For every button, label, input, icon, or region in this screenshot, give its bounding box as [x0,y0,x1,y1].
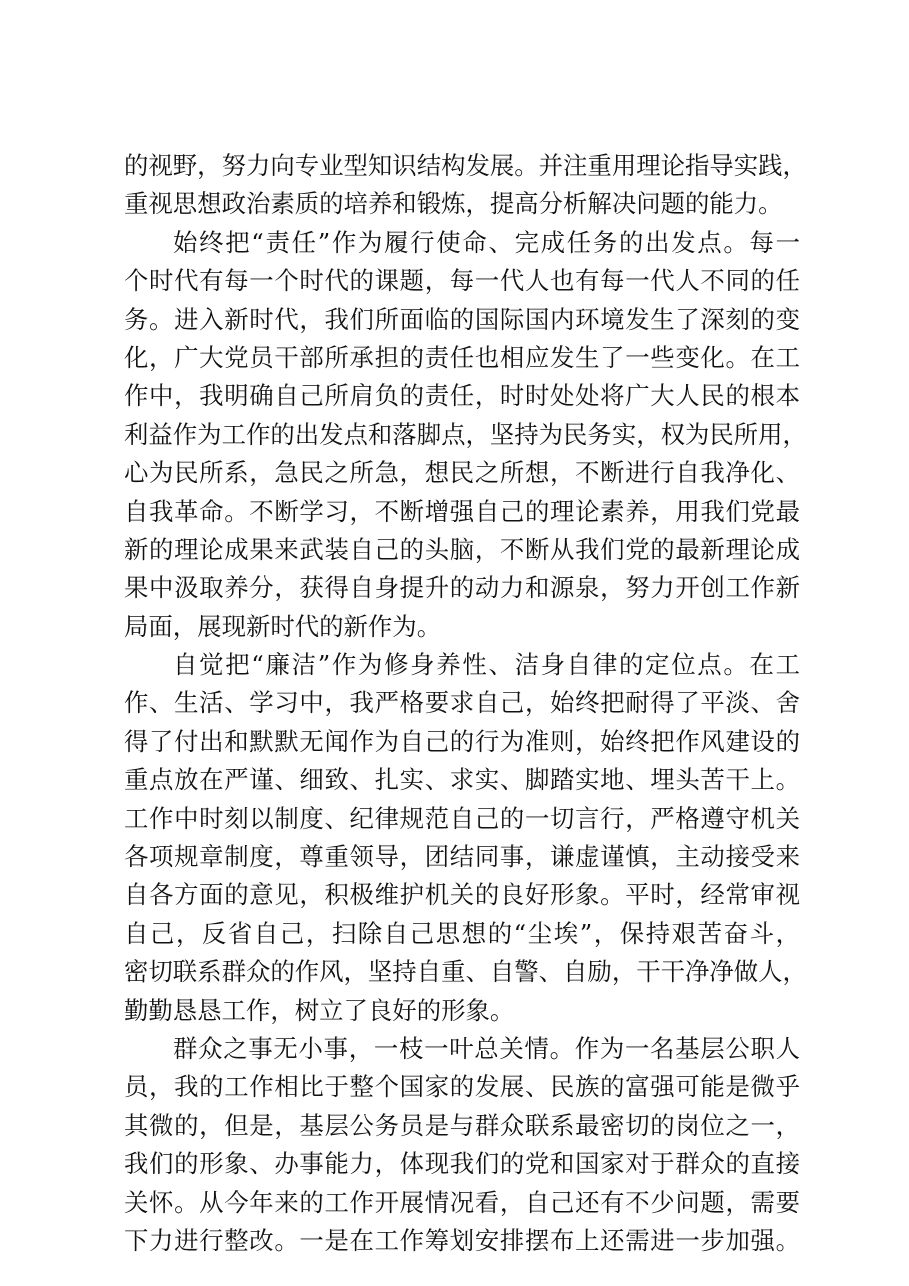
text-line: 重视思想政治素质的培养和锻炼，提高分析解决问题的能力。 [124,189,783,219]
text-line: 果中汲取养分，获得自身提升的动力和源泉，努力开创工作新 [124,573,800,603]
paragraph-first-line: 群众之事无小事，一枝一叶总关情。作为一名基层公职人 [173,1033,800,1063]
text-line: 其微的，但是，基层公务员是与群众联系最密切的岗位之一， [124,1110,800,1140]
text-line: 自各方面的意见，积极维护机关的良好形象。平时，经常审视 [124,880,800,910]
text-line: 员，我的工作相比于整个国家的发展、民族的富强可能是微乎 [124,1072,800,1102]
text-line: 个时代有每一个时代的课题，每一代人也有每一代人不同的任 [124,266,800,296]
text-line: 各项规章制度，尊重领导，团结同事，谦虚谨慎，主动接受来 [124,842,800,872]
text-line: 的视野，努力向专业型知识结构发展。并注重用理论指导实践， [124,151,807,180]
text-line: 自我革命。不断学习，不断增强自己的理论素养，用我们党最 [124,496,800,526]
paragraph-first-line: 始终把“责任”作为履行使命、完成任务的出发点。每一 [173,227,800,257]
text-line: 心为民所系，急民之所急，想民之所想，不断进行自我净化、 [124,458,800,488]
text-line: 得了付出和默默无闻作为自己的行为准则，始终把作风建设的 [124,726,800,756]
text-line: 自己，反省自己，扫除自己思想的“尘埃”，保持艰苦奋斗， [124,918,800,948]
text-line: 重点放在严谨、细致、扎实、求实、脚踏实地、埋头苦干上。 [124,765,800,795]
text-line: 化，广大党员干部所承担的责任也相应发生了一些变化。在工 [124,342,800,372]
text-line: 密切联系群众的作风，坚持自重、自警、自励，干干净净做人， [124,957,807,987]
text-line: 新的理论成果来武装自己的头脑，不断从我们党的最新理论成 [124,534,800,564]
text-line: 我们的形象、办事能力，体现我们的党和国家对于群众的直接 [124,1149,800,1179]
paragraph-first-line: 自觉把“廉洁”作为修身养性、洁身自律的定位点。在工 [173,650,800,680]
text-line: 勤勤恳恳工作，树立了良好的形象。 [124,995,515,1025]
body-text [124,147,807,1260]
text-line: 局面，展现新时代的新作为。 [124,611,442,641]
text-line: 工作中时刻以制度、纪律规范自己的一切言行，严格遵守机关 [124,803,800,833]
text-line: 下力进行整改。一是在工作筹划安排摆布上还需进一步加强。 [124,1225,800,1255]
text-line: 关怀。从今年来的工作开展情况看，自己还有不少问题，需要 [124,1187,800,1217]
text-line: 务。进入新时代，我们所面临的国际国内环境发生了深刻的变 [124,304,800,334]
text-line: 作、生活、学习中，我严格要求自己，始终把耐得了平淡、舍 [124,688,800,718]
text-line: 利益作为工作的出发点和落脚点，坚持为民务实，权为民所用， [124,419,807,449]
text-line: 作中，我明确自己所肩负的责任，时时处处将广大人民的根本 [124,381,800,411]
